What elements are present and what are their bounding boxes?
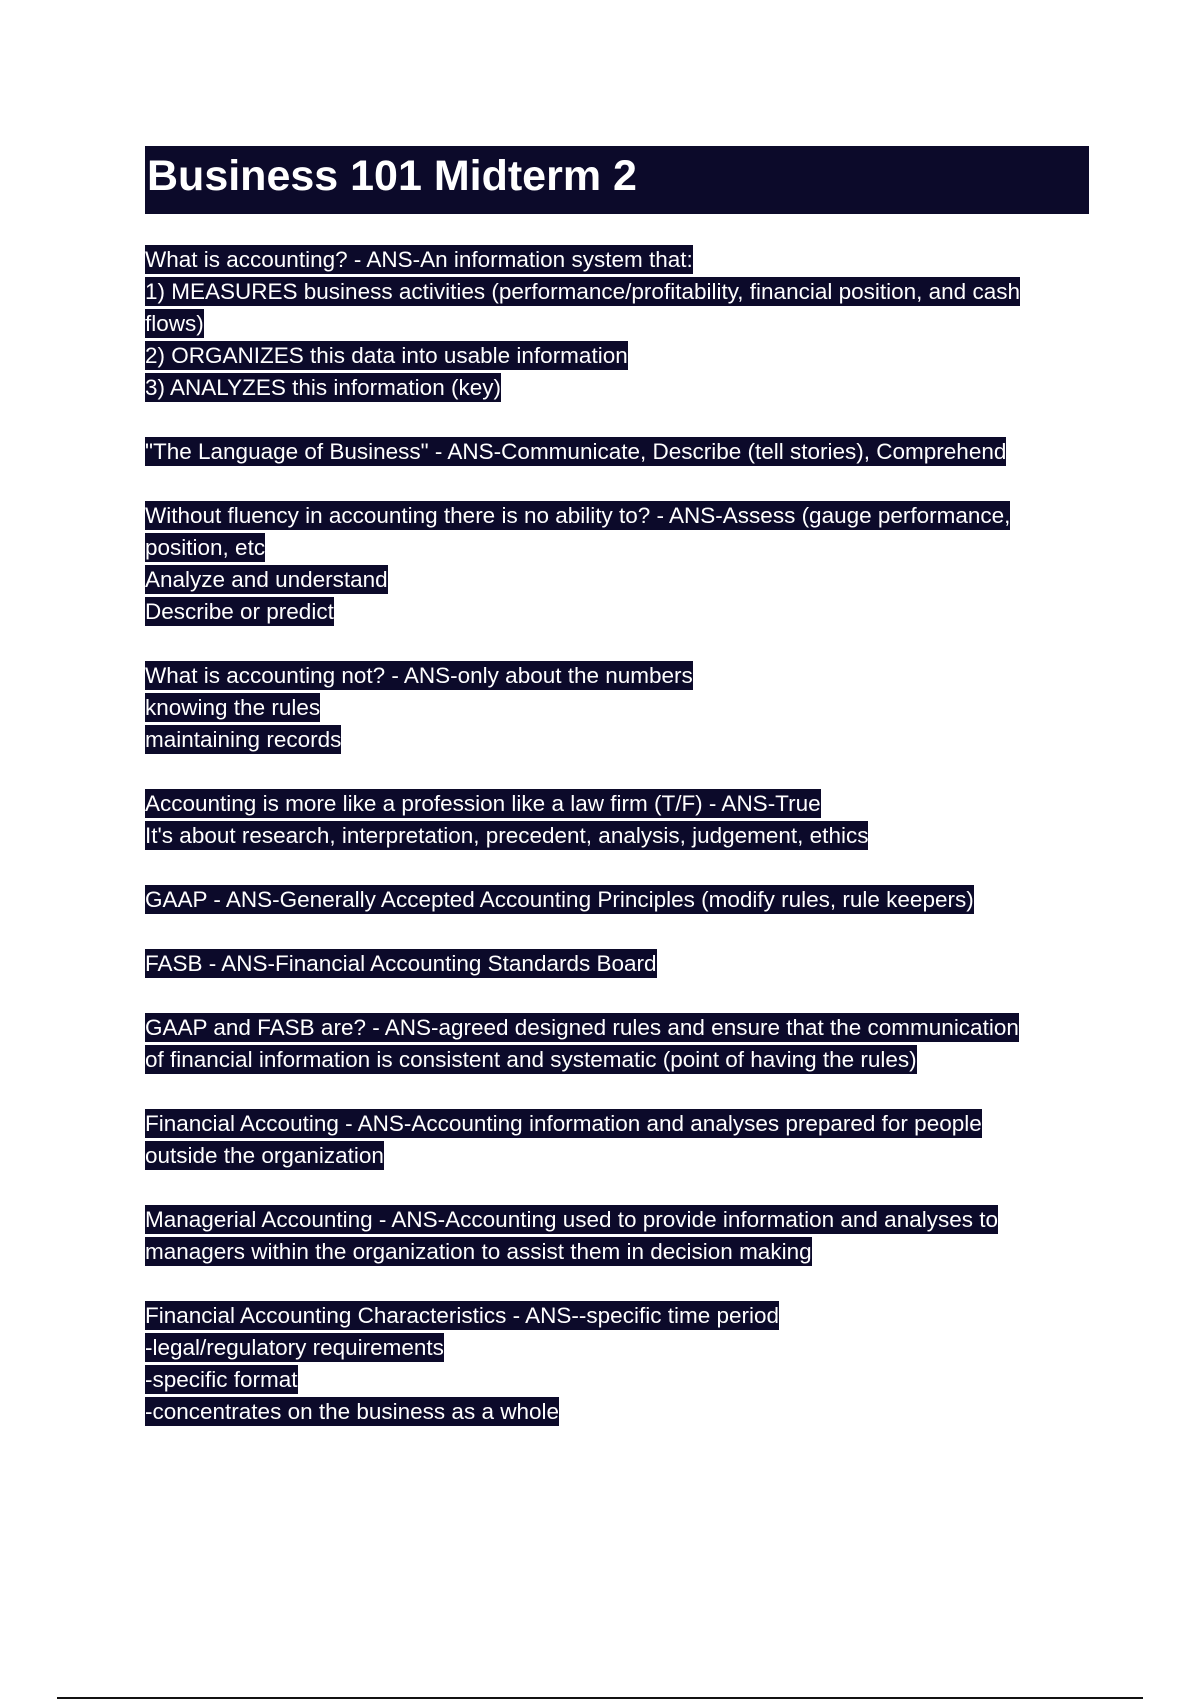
highlighted-text: -legal/regulatory requirements bbox=[145, 1335, 444, 1360]
highlighted-text: -specific format bbox=[145, 1367, 298, 1392]
highlighted-text: FASB - ANS-Financial Accounting Standards Board bbox=[145, 951, 657, 976]
qa-line bbox=[145, 1332, 1095, 1364]
qa-entry bbox=[145, 1108, 1095, 1172]
qa-line bbox=[145, 1140, 1095, 1172]
qa-line bbox=[145, 1108, 1095, 1140]
highlighted-text: 3) ANALYZES this information (key) bbox=[145, 375, 501, 400]
qa-line bbox=[145, 564, 1095, 596]
highlighted-text: 1) MEASURES business activities (performance/profitability, financial position, and cash bbox=[145, 279, 1020, 304]
highlighted-text: 2) ORGANIZES this data into usable information bbox=[145, 343, 628, 368]
qa-line bbox=[145, 500, 1095, 532]
highlighted-text: Financial Accounting Characteristics - ANS--specific time period bbox=[145, 1303, 779, 1328]
highlighted-text: managers within the organization to assist them in decision making bbox=[145, 1239, 812, 1264]
qa-line bbox=[145, 532, 1095, 564]
qa-entry bbox=[145, 1300, 1095, 1428]
highlighted-text: What is accounting? - ANS-An information system that: bbox=[145, 247, 693, 272]
qa-line bbox=[145, 1044, 1095, 1076]
highlighted-text: Managerial Accounting - ANS-Accounting used to provide information and analyses to bbox=[145, 1207, 999, 1232]
highlighted-text: Analyze and understand bbox=[145, 567, 388, 592]
qa-entry bbox=[145, 884, 1095, 916]
qa-line bbox=[145, 1364, 1095, 1396]
qa-entry bbox=[145, 948, 1095, 980]
qa-line bbox=[145, 372, 1095, 404]
qa-line bbox=[145, 340, 1095, 372]
highlighted-text: Without fluency in accounting there is no ability to? - ANS-Assess (gauge performance, bbox=[145, 503, 1011, 528]
qa-entry bbox=[145, 1204, 1095, 1268]
highlighted-text: What is accounting not? - ANS-only about the numbers bbox=[145, 663, 693, 688]
highlighted-text: of financial information is consistent and systematic (point of having the rules) bbox=[145, 1047, 917, 1072]
highlighted-text: GAAP - ANS-Generally Accepted Accounting Principles (modify rules, rule keepers) bbox=[145, 887, 974, 912]
qa-line bbox=[145, 1236, 1095, 1268]
highlighted-text: position, etc bbox=[145, 535, 266, 560]
highlighted-text: Accounting is more like a profession like a law firm (T/F) - ANS-True bbox=[145, 791, 821, 816]
highlighted-text: knowing the rules bbox=[145, 695, 321, 720]
title-bar bbox=[145, 146, 1089, 214]
qa-entry bbox=[145, 660, 1095, 756]
qa-line bbox=[145, 1300, 1095, 1332]
qa-line bbox=[145, 788, 1095, 820]
qa-line bbox=[145, 948, 1095, 980]
qa-line bbox=[145, 820, 1095, 852]
qa-line bbox=[145, 308, 1095, 340]
qa-list bbox=[145, 244, 1095, 1460]
highlighted-text: maintaining records bbox=[145, 727, 342, 752]
highlighted-text: "The Language of Business" - ANS-Communicate, Describe (tell stories), Comprehend bbox=[145, 439, 1007, 464]
qa-line bbox=[145, 1204, 1095, 1236]
qa-entry bbox=[145, 788, 1095, 852]
qa-line bbox=[145, 1012, 1095, 1044]
qa-line bbox=[145, 660, 1095, 692]
qa-line bbox=[145, 692, 1095, 724]
qa-line bbox=[145, 596, 1095, 628]
qa-line bbox=[145, 724, 1095, 756]
footer-divider bbox=[57, 1697, 1143, 1699]
qa-line bbox=[145, 244, 1095, 276]
qa-entry bbox=[145, 1012, 1095, 1076]
qa-entry bbox=[145, 436, 1095, 468]
highlighted-text: -concentrates on the business as a whole bbox=[145, 1399, 559, 1424]
qa-line bbox=[145, 436, 1095, 468]
page-title: Business 101 Midterm 2 bbox=[147, 152, 637, 200]
qa-line bbox=[145, 1396, 1095, 1428]
qa-line bbox=[145, 884, 1095, 916]
highlighted-text: GAAP and FASB are? - ANS-agreed designed rules and ensure that the communication bbox=[145, 1015, 1019, 1040]
qa-line bbox=[145, 276, 1095, 308]
highlighted-text: It's about research, interpretation, precedent, analysis, judgement, ethics bbox=[145, 823, 869, 848]
qa-entry bbox=[145, 244, 1095, 404]
highlighted-text: Describe or predict bbox=[145, 599, 334, 624]
highlighted-text: flows) bbox=[145, 311, 204, 336]
highlighted-text: outside the organization bbox=[145, 1143, 384, 1168]
highlighted-text: Financial Accouting - ANS-Accounting information and analyses prepared for people bbox=[145, 1111, 982, 1136]
qa-entry bbox=[145, 500, 1095, 628]
